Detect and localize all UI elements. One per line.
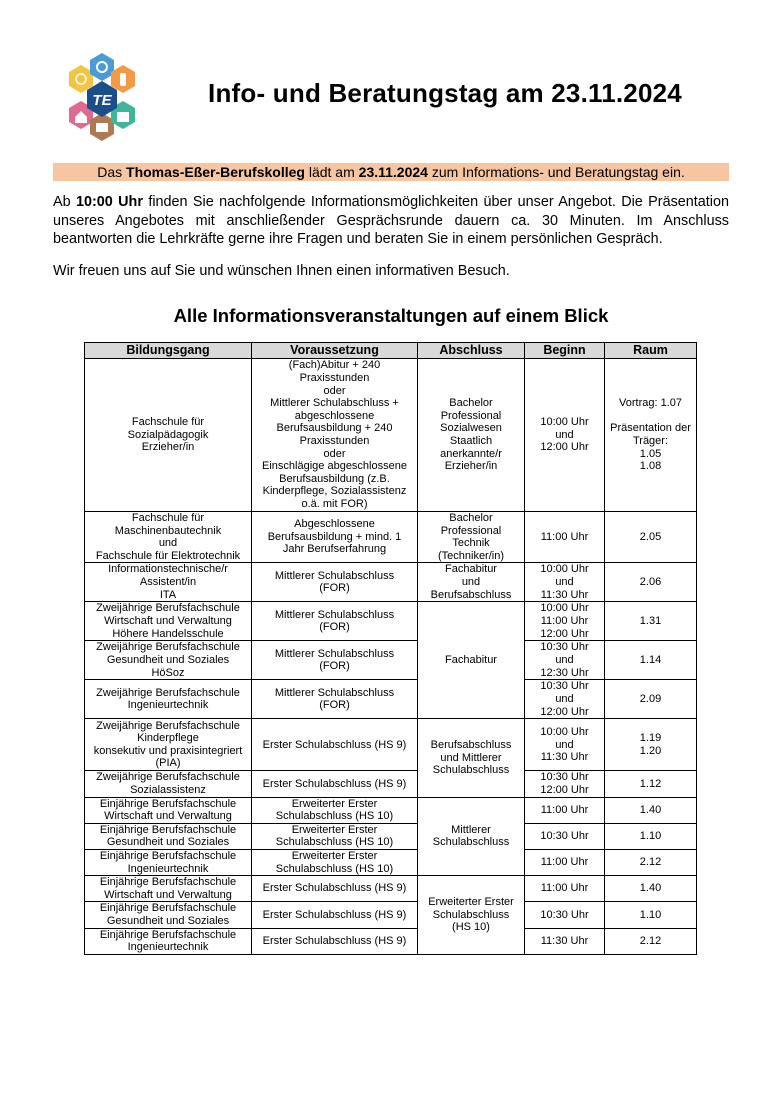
cell-abschluss: Fachabitur (418, 602, 525, 719)
cell-beginn: 11:00 Uhr (525, 797, 605, 823)
cell-voraussetzung: Erster Schulabschluss (HS 9) (252, 771, 418, 797)
cell-bildungsgang: Zweijährige Berufsfachschule Ingenieurtechnik (85, 680, 252, 719)
cell-bildungsgang: Einjährige Berufsfachschule Gesundheit und Soziales (85, 902, 252, 928)
cell-voraussetzung: Mittlerer Schulabschluss (FOR) (252, 602, 418, 641)
cell-beginn: 10:30 Uhr (525, 902, 605, 928)
cell-raum: 1.14 (605, 641, 697, 680)
logo-hex-blue (90, 53, 114, 81)
cell-beginn: 10:00 Uhr und 11:30 Uhr (525, 563, 605, 602)
table-row (85, 512, 697, 563)
table-row (85, 849, 697, 875)
cell-abschluss: Fachabitur und Berufsabschluss (418, 563, 525, 602)
cell-raum: 2.12 (605, 928, 697, 954)
cell-bildungsgang: Einjährige Berufsfachschule Ingenieurtechnik (85, 849, 252, 875)
intro-paragraph (53, 193, 729, 249)
cell-raum: 2.12 (605, 849, 697, 875)
cell-beginn: 11:30 Uhr (525, 928, 605, 954)
cell-voraussetzung: Erweiterter Erster Schulabschluss (HS 10) (252, 823, 418, 849)
cell-bildungsgang: Informationstechnische/r Assistent/in ITA (85, 563, 252, 602)
header-beginn: Beginn (525, 343, 605, 359)
closing-paragraph: Wir freuen uns auf Sie und wünschen Ihnen einen informativen Besuch. (53, 263, 510, 279)
cell-raum: 1.10 (605, 823, 697, 849)
cell-bildungsgang: Zweijährige Berufsfachschule Wirtschaft und Verwaltung Höhere Handelsschule (85, 602, 252, 641)
cell-raum: 2.05 (605, 512, 697, 563)
cell-abschluss: Mittlerer Schulabschluss (418, 797, 525, 876)
cell-raum: 2.09 (605, 680, 697, 719)
page-title: Info- und Beratungstag am 23.11.2024 (208, 78, 682, 108)
header-bildungsgang: Bildungsgang (85, 343, 252, 359)
cell-raum: 1.40 (605, 876, 697, 902)
table-row (85, 602, 697, 641)
cell-voraussetzung: Erweiterter Erster Schulabschluss (HS 10) (252, 797, 418, 823)
cell-voraussetzung: Erster Schulabschluss (HS 9) (252, 876, 418, 902)
table-row (85, 928, 697, 954)
cell-abschluss: Berufsabschluss und Mittlerer Schulabschluss (418, 719, 525, 797)
cell-bildungsgang: Fachschule für Maschinenbautechnik und Fachschule für Elektrotechnik (85, 512, 252, 563)
banner-text-post: zum Informations- und Beratungstag ein. (427, 164, 685, 180)
banner-text-pre: Das (97, 164, 127, 180)
cell-abschluss: Erweiterter Erster Schulabschluss (HS 10) (418, 876, 525, 955)
events-table (84, 342, 697, 955)
cell-voraussetzung: Erster Schulabschluss (HS 9) (252, 928, 418, 954)
table-row (85, 359, 697, 512)
school-name: Thomas-Eßer-Berufskolleg (126, 164, 305, 180)
table-row (85, 680, 697, 719)
cell-voraussetzung: Erweiterter Erster Schulabschluss (HS 10) (252, 849, 418, 875)
cell-raum: 1.19 1.20 (605, 719, 697, 771)
monitor-icon (96, 123, 108, 132)
cell-beginn: 11:00 Uhr (525, 512, 605, 563)
cell-bildungsgang: Einjährige Berufsfachschule Wirtschaft und Verwaltung (85, 876, 252, 902)
school-logo (54, 50, 146, 150)
cell-beginn: 10:30 Uhr 12:00 Uhr (525, 771, 605, 797)
cell-raum: Vortrag: 1.07 Präsentation der Träger: 1.05 1.08 (605, 359, 697, 512)
cell-voraussetzung: Mittlerer Schulabschluss (FOR) (252, 563, 418, 602)
cell-beginn: 11:00 Uhr (525, 876, 605, 902)
cell-beginn: 11:00 Uhr (525, 849, 605, 875)
banner-text-mid: lädt am (304, 164, 359, 180)
start-time: 10:00 Uhr (75, 194, 143, 210)
cell-bildungsgang: Einjährige Berufsfachschule Gesundheit und Soziales (85, 823, 252, 849)
cell-raum: 1.31 (605, 602, 697, 641)
section-title: Alle Informationsveranstaltungen auf einem Blick (173, 305, 609, 326)
header-voraussetzung: Voraussetzung (252, 343, 418, 359)
cell-voraussetzung: (Fach)Abitur + 240 Praxisstunden oder Mittlerer Schulabschluss + abgeschlossene Berufsausbildung + 240 Praxisstunden oder Einschlägige abgeschlossene Berufsausbildung (z.B. Kinderpflege, Sozialassistenz o.ä. mit FOR) (252, 359, 418, 512)
cell-raum: 1.40 (605, 797, 697, 823)
cell-raum: 1.12 (605, 771, 697, 797)
person-icon (120, 73, 126, 86)
cell-beginn: 10:30 Uhr (525, 823, 605, 849)
cell-bildungsgang: Zweijährige Berufsfachschule Gesundheit und Soziales HöSoz (85, 641, 252, 680)
cell-bildungsgang: Einjährige Berufsfachschule Wirtschaft und Verwaltung (85, 797, 252, 823)
logo-letters: TE (92, 92, 112, 109)
intro-post: finden Sie nachfolgende Informationsmöglichkeiten über unser Angebot. Die Präsentation unseres Angebotes mit anschließender Gesprächsrunde dauern ca. 30 Minuten. Im Anschluss beantworten die Lehrkräfte gerne ihre Fragen und beraten Sie in einem persönlichen Gespräch. (53, 194, 729, 247)
cell-beginn: 10:00 Uhr 11:00 Uhr 12:00 Uhr (525, 602, 605, 641)
table-row (85, 771, 697, 797)
table-row (85, 797, 697, 823)
cell-voraussetzung: Abgeschlossene Berufsausbildung + mind. 1 Jahr Berufserfahrung (252, 512, 418, 563)
cell-voraussetzung: Erster Schulabschluss (HS 9) (252, 719, 418, 771)
table-header-row (85, 343, 697, 359)
cell-bildungsgang: Zweijährige Berufsfachschule Sozialassistenz (85, 771, 252, 797)
intro-pre: Ab (53, 194, 76, 210)
invitation-banner (53, 163, 729, 181)
header-abschluss: Abschluss (418, 343, 525, 359)
header-raum: Raum (605, 343, 697, 359)
cell-beginn: 10:30 Uhr und 12:00 Uhr (525, 680, 605, 719)
event-date: 23.11.2024 (358, 164, 428, 180)
cell-voraussetzung: Erster Schulabschluss (HS 9) (252, 902, 418, 928)
cell-beginn: 10:00 Uhr und 12:00 Uhr (525, 359, 605, 512)
table-row (85, 563, 697, 602)
table-row (85, 876, 697, 902)
cell-raum: 2.06 (605, 563, 697, 602)
cell-beginn: 10:30 Uhr und 12:30 Uhr (525, 641, 605, 680)
table-row (85, 902, 697, 928)
table-row (85, 641, 697, 680)
cell-bildungsgang: Einjährige Berufsfachschule Ingenieurtechnik (85, 928, 252, 954)
shop-icon (117, 112, 129, 122)
cell-voraussetzung: Mittlerer Schulabschluss (FOR) (252, 680, 418, 719)
cell-beginn: 10:00 Uhr und 11:30 Uhr (525, 719, 605, 771)
cell-abschluss: Bachelor Professional Sozialwesen Staatlich anerkannte/r Erzieher/in (418, 359, 525, 512)
cell-voraussetzung: Mittlerer Schulabschluss (FOR) (252, 641, 418, 680)
table-row (85, 719, 697, 771)
cell-raum: 1.10 (605, 902, 697, 928)
cell-bildungsgang: Zweijährige Berufsfachschule Kinderpflege konsekutiv und praxisintegriert (PIA) (85, 719, 252, 771)
cell-abschluss: Bachelor Professional Technik (Techniker/in) (418, 512, 525, 563)
cell-bildungsgang: Fachschule für Sozialpädagogik Erzieher/in (85, 359, 252, 512)
table-row (85, 823, 697, 849)
